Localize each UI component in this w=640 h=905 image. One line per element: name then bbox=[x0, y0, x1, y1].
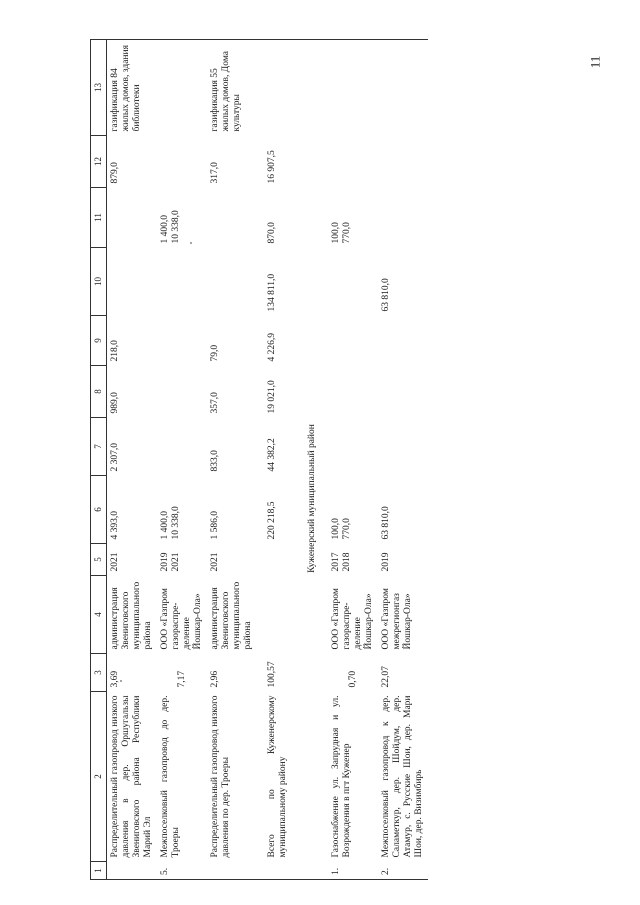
object-name: Межпоселковый газопровод до дер. Троеры bbox=[160, 695, 181, 858]
header-cell: 9 bbox=[91, 316, 107, 366]
table-row bbox=[157, 40, 207, 880]
scan-speck bbox=[120, 680, 122, 682]
table-row bbox=[328, 40, 378, 880]
col9-value: 79,0 bbox=[210, 344, 220, 362]
col11-value bbox=[207, 188, 257, 248]
col12-value: 317,0 bbox=[210, 162, 220, 184]
col11-value: 1 400,0 10 338,0 bbox=[160, 210, 181, 244]
col10-value: 63 810,0 bbox=[381, 278, 391, 312]
col7-value bbox=[378, 418, 428, 476]
col11-value bbox=[107, 188, 158, 248]
col7-value: 2 307,0 bbox=[110, 443, 120, 472]
col10-value bbox=[328, 248, 378, 316]
row-number: 5. bbox=[157, 862, 207, 880]
row-number: 2. bbox=[378, 862, 428, 880]
header-cell: 2 bbox=[91, 692, 107, 862]
header-cell: 12 bbox=[91, 136, 107, 188]
total-col7: 44 382,2 bbox=[267, 438, 277, 472]
year: 2021 bbox=[210, 552, 220, 572]
total-cost: 63 810,0 bbox=[381, 506, 391, 540]
col12-value bbox=[378, 136, 428, 188]
length-km: 22,07 bbox=[381, 666, 391, 688]
col7-value bbox=[157, 418, 207, 476]
object-name: Распределительный газопровод низкого давления в дер. Оршугальзы Звениговского района Республики Марий Эл bbox=[110, 695, 153, 858]
customer: ООО «Газпром газораспределение Йошкар-Ола» bbox=[331, 588, 374, 650]
col12-value: 879,0 bbox=[110, 162, 120, 184]
total-col10: 134 811,0 bbox=[267, 273, 277, 312]
total-label: Всего по Куженерскому муниципальному району bbox=[267, 695, 288, 858]
header-cell: 13 bbox=[91, 40, 107, 136]
gasification-table bbox=[90, 39, 428, 880]
customer: администрация Звениговского муниципального района bbox=[210, 581, 253, 650]
header-cell: 3 bbox=[91, 654, 107, 692]
total-cost: 4 393,0 bbox=[110, 511, 120, 540]
header-cell: 4 bbox=[91, 576, 107, 654]
table-row bbox=[207, 40, 257, 880]
col11-value bbox=[378, 188, 428, 248]
total-col12: 16 907,5 bbox=[267, 150, 277, 184]
col8-value bbox=[328, 366, 378, 418]
total-cost: 220 218,5 bbox=[267, 501, 277, 540]
length-km: 7,17 bbox=[177, 670, 187, 688]
section-row bbox=[299, 40, 328, 880]
customer: администрация Звениговского муниципального района bbox=[110, 581, 153, 650]
total-row bbox=[257, 40, 299, 880]
result-description: газификация 55 жилых домов, Дома культуры bbox=[207, 40, 257, 136]
result-description bbox=[378, 40, 428, 136]
col8-value bbox=[378, 366, 428, 418]
col10-value bbox=[207, 248, 257, 316]
header-cell: 6 bbox=[91, 476, 107, 544]
total-col11: 870,0 bbox=[267, 222, 277, 244]
year: 2019 2021 bbox=[160, 552, 181, 572]
total-cost: 1 586,0 bbox=[210, 511, 220, 540]
col9-value: 218,0 bbox=[110, 340, 120, 362]
col10-value bbox=[107, 248, 158, 316]
col12-value bbox=[328, 136, 378, 188]
col11-value: 100,0 770,0 bbox=[331, 222, 352, 244]
rotated-table-sheet bbox=[90, 40, 635, 880]
header-cell: 10 bbox=[91, 248, 107, 316]
header-cell: 7 bbox=[91, 418, 107, 476]
object-name: Межпоселковый газопровод к дер. Саламеткур, дер. Шойдум, дер. Атамур, с. Русские Шои, дер. Мари Шои, дер. Визимбирь bbox=[381, 695, 424, 858]
total-col8: 19 021,0 bbox=[267, 380, 277, 414]
length-km: 2,96 bbox=[210, 670, 220, 688]
col9-value bbox=[378, 316, 428, 366]
year: 2021 bbox=[110, 552, 120, 572]
customer: ООО «Газпром межрегионгаз Йошкар-Ола» bbox=[381, 588, 413, 650]
page-number: 11 bbox=[587, 55, 603, 69]
col9-value bbox=[328, 316, 378, 366]
col9-value bbox=[157, 316, 207, 366]
section-title: Куженерский муниципальный район bbox=[307, 424, 317, 573]
header-cell: 5 bbox=[91, 544, 107, 576]
col8-value: 357,0 bbox=[210, 392, 220, 414]
result-description bbox=[157, 40, 207, 136]
row-number bbox=[207, 862, 257, 880]
row-number bbox=[107, 862, 158, 880]
total-length: 100,57 bbox=[267, 661, 277, 688]
length-km: 3,69 bbox=[110, 670, 120, 688]
header-row bbox=[91, 40, 107, 880]
year: 2019 bbox=[381, 552, 391, 572]
row-number: 1. bbox=[328, 862, 378, 880]
scan-speck bbox=[190, 242, 192, 244]
length-km: 0,70 bbox=[348, 670, 358, 688]
year: 2017 2018 bbox=[331, 552, 352, 572]
table-row bbox=[378, 40, 428, 880]
col12-value bbox=[157, 136, 207, 188]
header-cell: 11 bbox=[91, 188, 107, 248]
col7-value bbox=[328, 418, 378, 476]
total-cost: 100,0 770,0 bbox=[331, 518, 352, 540]
table-row bbox=[107, 40, 158, 880]
customer: ООО «Газпром газораспределение Йошкар-Ола» bbox=[160, 588, 203, 650]
object-name: Распределительный газопровод низкого давления по дер. Троеры bbox=[210, 695, 231, 858]
col10-value bbox=[157, 248, 207, 316]
header-cell: 8 bbox=[91, 366, 107, 418]
result-description bbox=[328, 40, 378, 136]
header-cell: 1 bbox=[91, 862, 107, 880]
total-cost: 1 400,0 10 338,0 bbox=[160, 506, 181, 540]
col7-value: 833,0 bbox=[210, 450, 220, 472]
col8-value bbox=[157, 366, 207, 418]
result-description: газификация 84 жилых домов, здания библиотеки bbox=[107, 40, 158, 136]
total-col9: 4 226,9 bbox=[267, 333, 277, 362]
object-name: Газоснабжение ул. Запрудная и ул. Возрождения в пгт Куженер bbox=[331, 695, 352, 858]
col8-value: 989,0 bbox=[110, 392, 120, 414]
